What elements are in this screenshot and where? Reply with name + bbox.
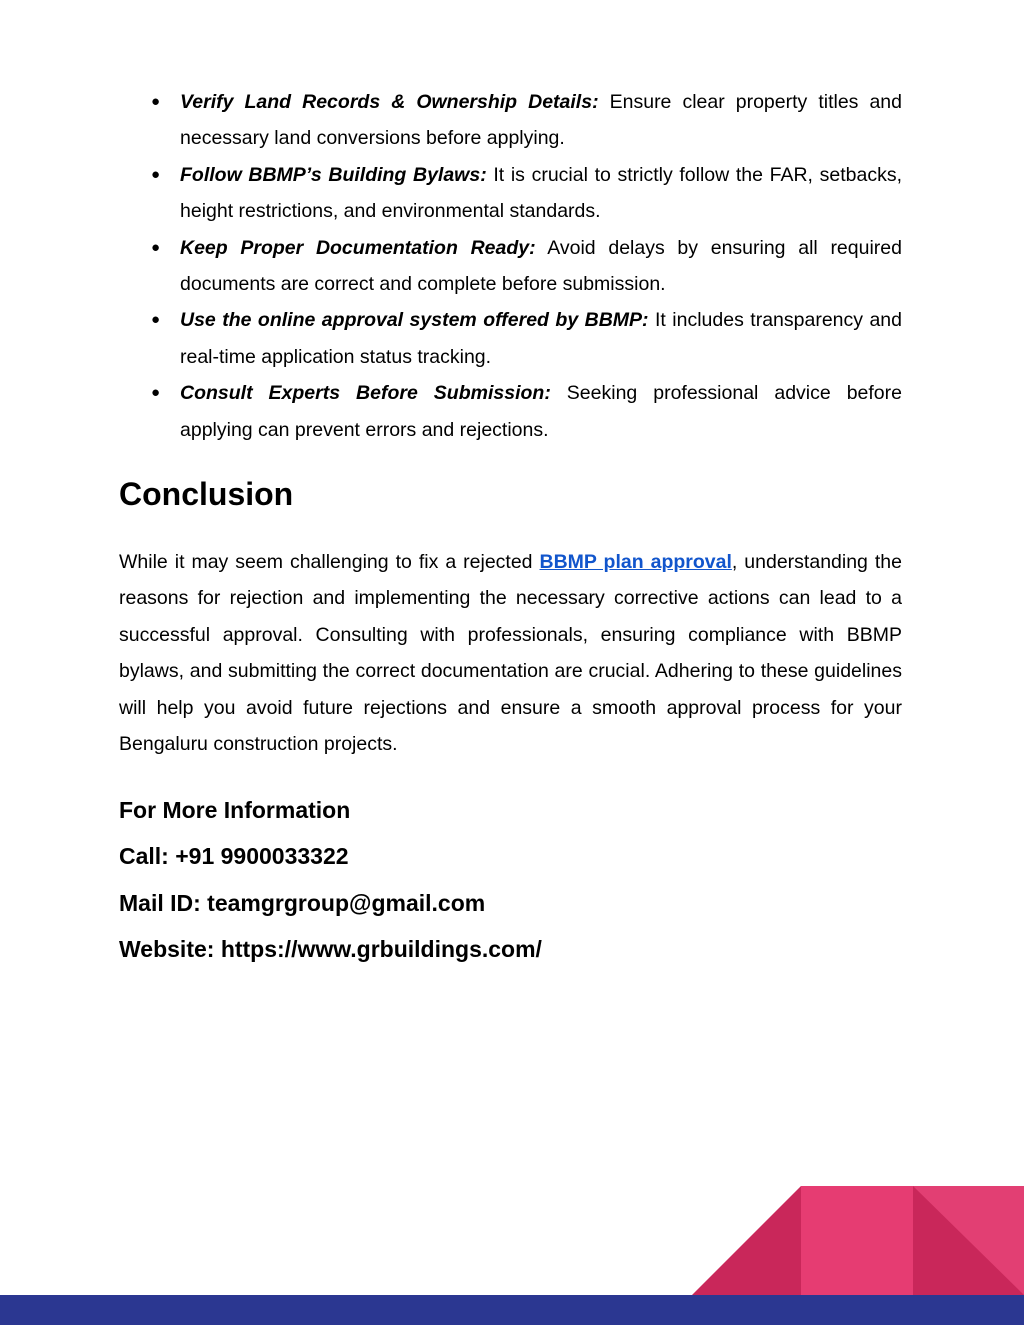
tip-text: It is crucial to strictly follow the FAR, setbacks, height restrictions, and environmental standards. (180, 163, 902, 223)
bullet-icon: ● (151, 384, 161, 402)
contact-mail: Mail ID: teamgrgroup@gmail.com (119, 889, 486, 916)
conclusion-heading: Conclusion (119, 476, 294, 513)
tip-lead: Consult Experts Before Submission: (180, 382, 551, 405)
footer-decoration (0, 1180, 1024, 1325)
tip-lead: Use the online approval system offered by BBMP: (180, 309, 649, 332)
tip-text: Avoid delays by ensuring all required documents are correct and complete before submission. (180, 236, 902, 296)
tips-list (119, 84, 902, 448)
document-body (119, 84, 902, 973)
tip-lead: Verify Land Records & Ownership Details: (180, 91, 599, 113)
contact-heading: For More Information (119, 796, 351, 823)
list-item (119, 230, 902, 303)
list-item (119, 375, 902, 448)
accent-block-pink (801, 1186, 913, 1295)
conclusion-text-before: While it may seem challenging to fix a rejected (119, 551, 540, 574)
conclusion-paragraph (119, 544, 902, 762)
accent-triangle-crimson (692, 1186, 801, 1295)
list-item (119, 302, 902, 375)
contact-block (119, 787, 902, 973)
conclusion-text-after: , understanding the reasons for rejection and implementing the necessary corrective actions can lead to a successful approval. Consulting with professionals, ensuring compliance with BBMP bylaws, and submitting the correct documentation are crucial. Adhering to these guidelines will help you avoid future rejections and ensure a smooth approval process for your Bengaluru construction projects. (119, 551, 902, 756)
tip-text: Ensure clear property titles and necessary land conversions before applying. (180, 91, 902, 150)
bullet-icon: ● (151, 93, 161, 110)
list-item (119, 84, 902, 157)
bbmp-plan-approval-link[interactable]: BBMP plan approval (539, 551, 732, 574)
tip-text: It includes transparency and real-time application status tracking. (180, 309, 903, 368)
bullet-icon: ● (151, 165, 161, 183)
tip-lead: Follow BBMP’s Building Bylaws: (180, 163, 487, 186)
contact-website: Website: https://www.grbuildings.com/ (119, 936, 542, 962)
tip-lead: Keep Proper Documentation Ready: (180, 236, 536, 259)
tip-text: Seeking professional advice before applying can prevent errors and rejections. (180, 382, 902, 441)
bullet-icon: ● (151, 311, 161, 329)
contact-call: Call: +91 9900033322 (119, 843, 349, 869)
bullet-icon: ● (151, 238, 161, 256)
footer-band (0, 1295, 1024, 1325)
list-item (119, 157, 902, 230)
